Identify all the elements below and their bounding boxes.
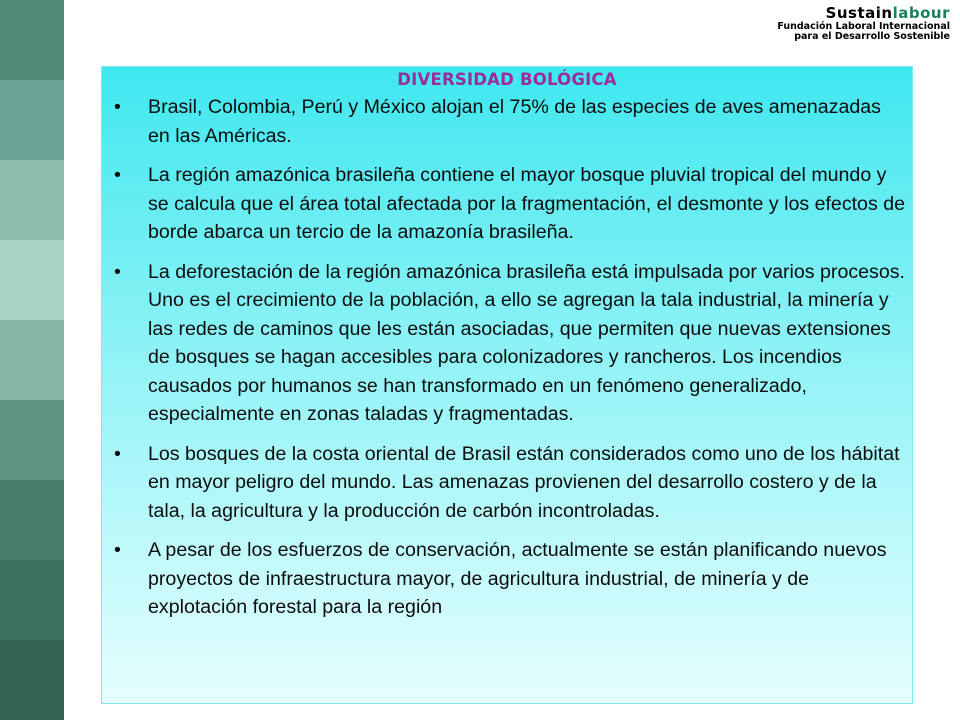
logo-brand-part1: Sustain xyxy=(825,4,893,22)
bullet-marker: • xyxy=(114,260,121,283)
bullet-text: La deforestación de la región amazónica brasileña está impulsada por varios procesos. Uno es el crecimiento de la población, a ello se agregan la tala industrial, la minería y las redes de caminos que les están asociadas, que permiten que nuevas extensiones de bosques se hagan accesibles para colonizadores y rancheros. Los incendios causados por humanos se han transformado en un fenómeno generalizado, especialmente en zonas taladas y fragmentadas. xyxy=(148,260,905,425)
bullet-marker: • xyxy=(114,164,121,186)
logo-subtitle-line2: para el Desarrollo Sostenible xyxy=(794,30,950,42)
bullet-marker: • xyxy=(114,442,121,465)
bullet-text: A pesar de los esfuerzos de conservación, actualmente se están planificando nuevos proyectos de infraestructura mayor, de agricultura industrial, de minería y de explotación forestal para la región xyxy=(148,539,887,618)
bullet-marker: • xyxy=(114,539,121,561)
bullet-text: Los bosques de la costa oriental de Brasil están considerados como uno de los hábitat en mayor peligro del mundo. Las amenazas provienen del desarrollo costero y de la tala, la agricultura y la producción de carbón incontroladas. xyxy=(148,442,900,522)
bullet-item xyxy=(102,161,912,247)
bullet-item xyxy=(102,536,912,622)
logo-brand-part2: labour xyxy=(892,4,950,22)
slide-title: DIVERSIDAD BOLÓGICA xyxy=(397,70,617,89)
logo-subtitle-line1: Fundación Laboral Internacional xyxy=(777,20,950,32)
logo-brand xyxy=(777,6,950,22)
bullet-item xyxy=(102,258,912,429)
sustainlabour-logo xyxy=(777,6,950,42)
content-box xyxy=(101,66,913,704)
bullet-text: La región amazónica brasileña contiene el mayor bosque pluvial tropical del mundo y se calcula que el área total afectada por la fragmentación, el desmonte y los efectos de borde abarca un tercio de la amazonía brasileña. xyxy=(148,164,905,243)
bullet-marker: • xyxy=(114,96,121,118)
bullet-item xyxy=(102,93,912,150)
bullet-text: Brasil, Colombia, Perú y México alojan el 75% de las especies de aves amenazadas en las Américas. xyxy=(148,96,881,147)
bullet-list xyxy=(102,93,912,622)
left-decorative-bar xyxy=(0,0,64,720)
bullet-item xyxy=(102,440,912,526)
